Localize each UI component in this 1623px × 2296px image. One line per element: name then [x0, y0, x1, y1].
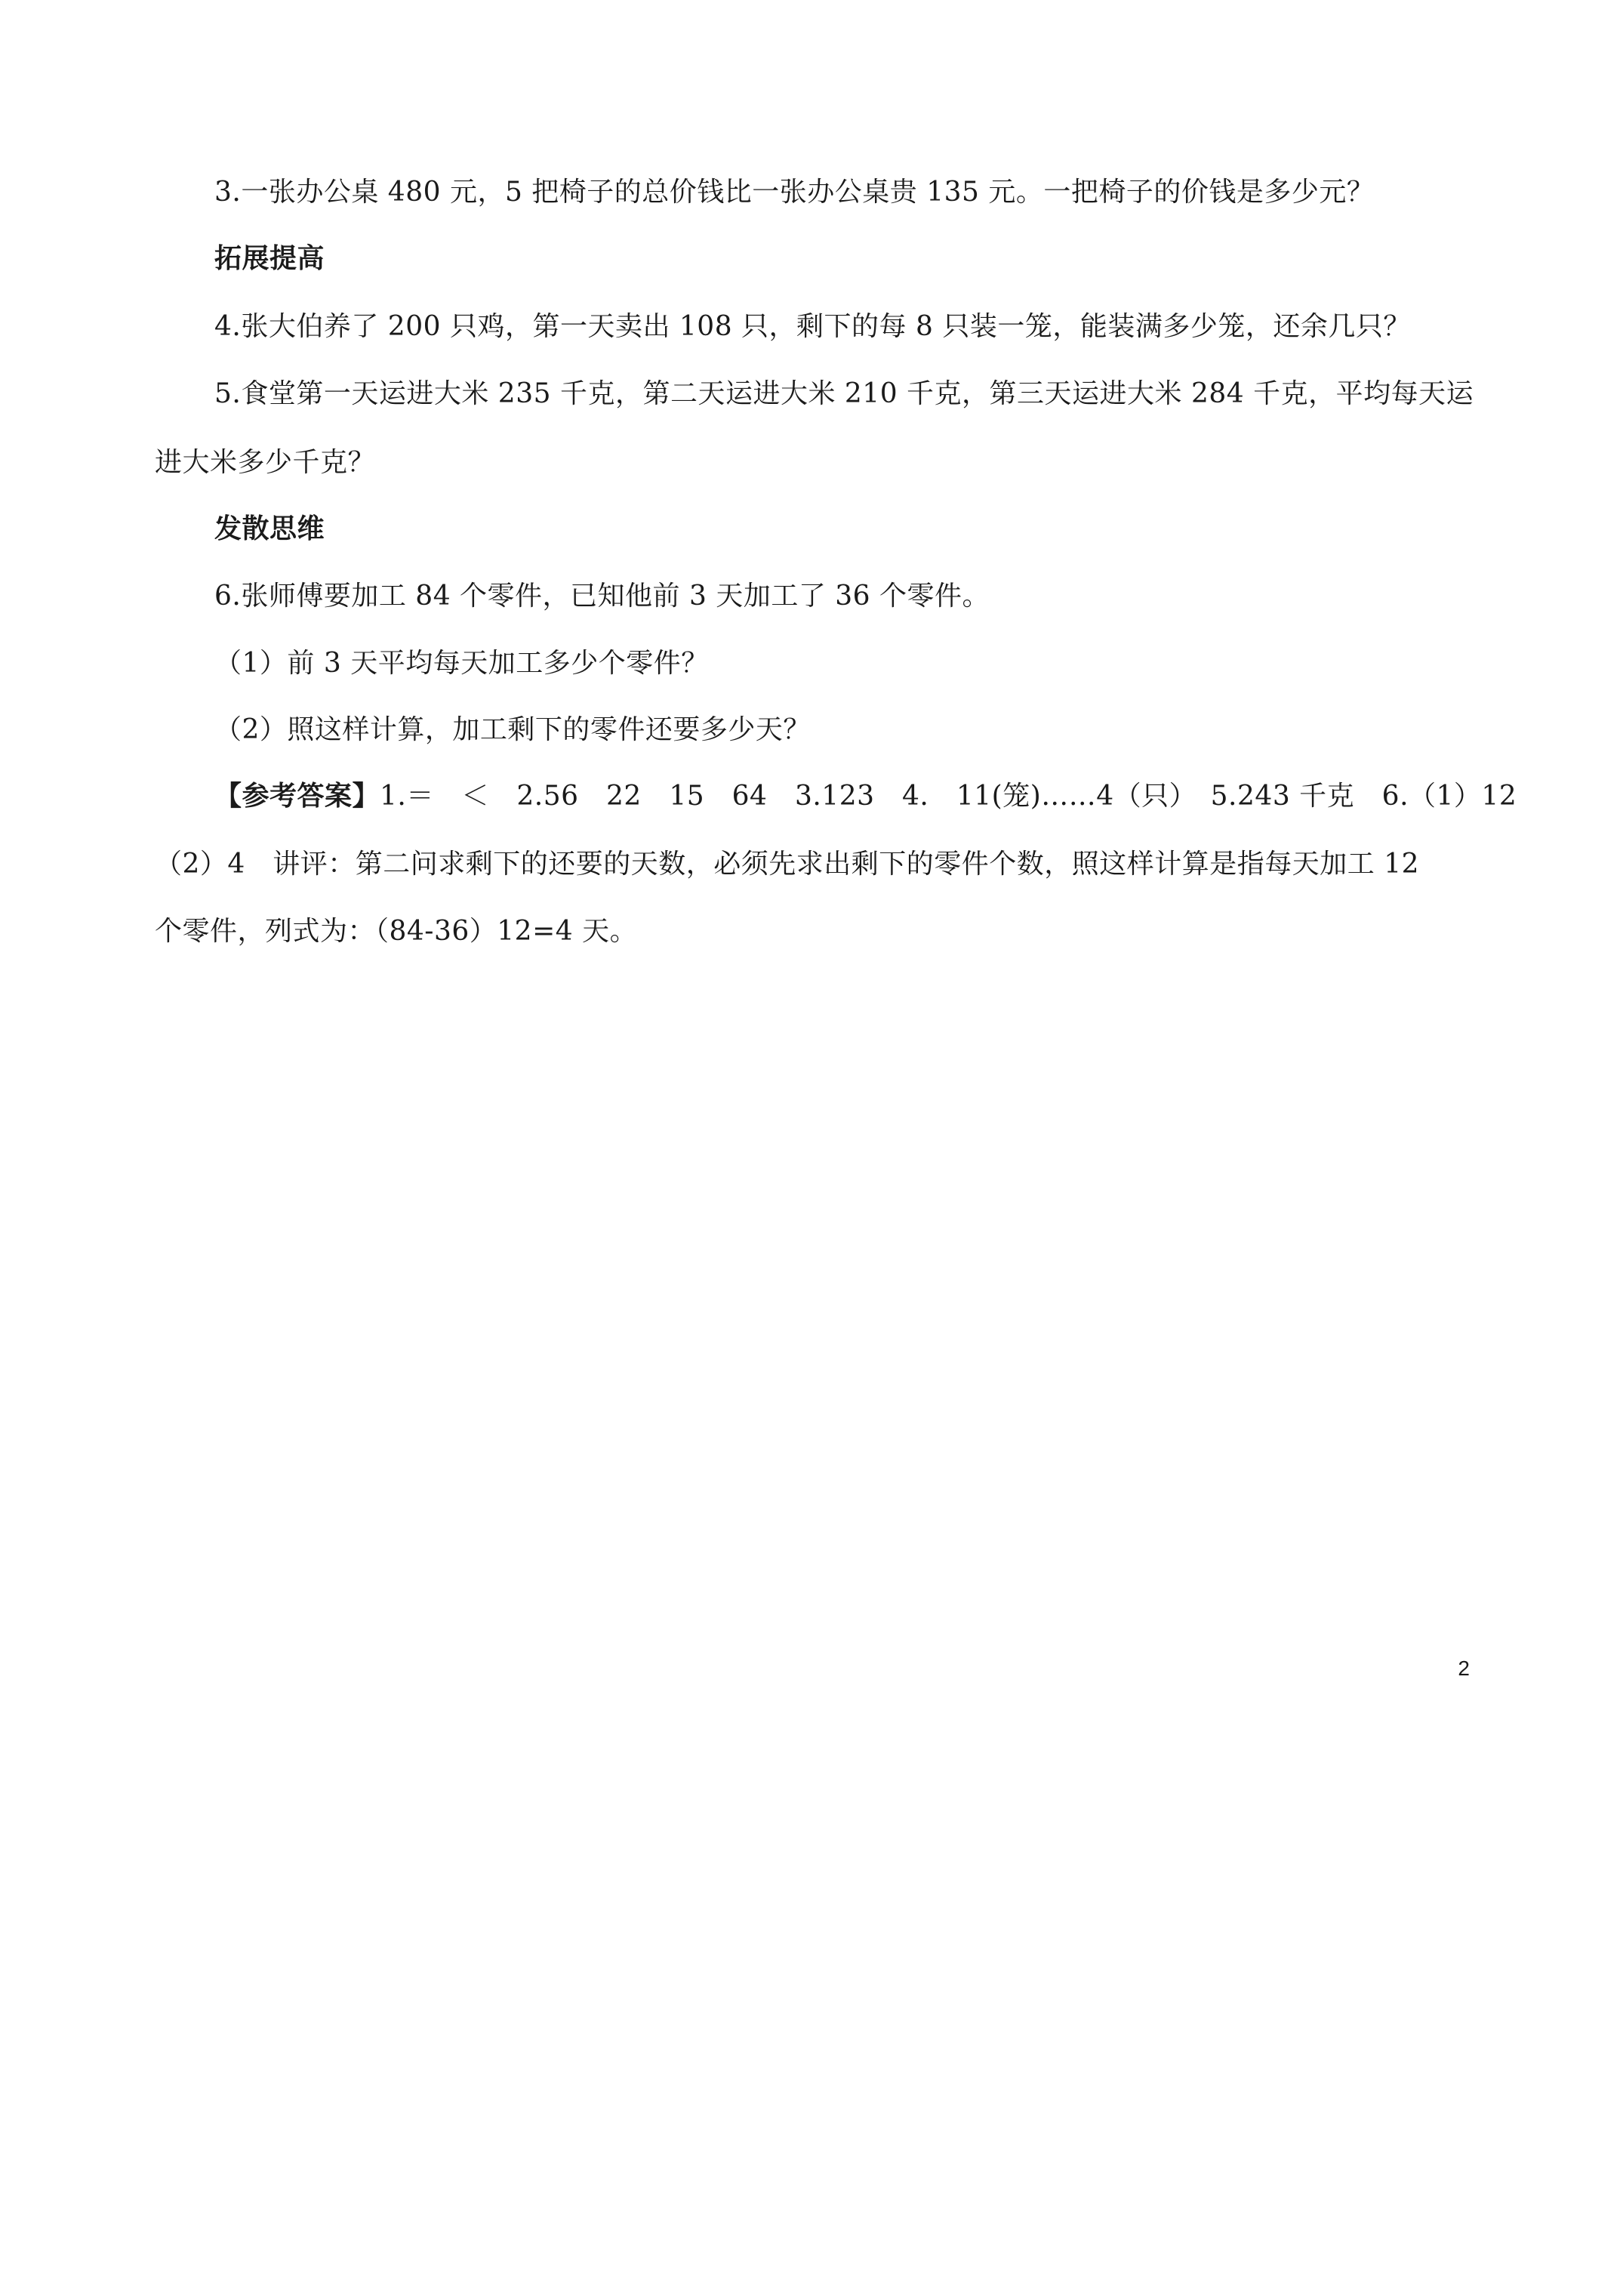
answer-line-3: 个零件，列式为：（84-36）12=4 天。: [155, 916, 638, 947]
question-6-part-2: （2）照这样计算，加工剩下的零件还要多少天？: [214, 714, 811, 745]
question-4: 4.张大伯养了 200 只鸡，第一天卖出 108 只，剩下的每 8 只装一笼，能装满多少笼，还余几只？: [214, 311, 1411, 342]
answer-line-1-text: 1.＝ ＜ 2.56 22 15 64 3.123 4. 11(笼)……4（只） 5.243 千克 6.（1）12: [380, 781, 1517, 812]
answer-line-2: （2）4 讲评：第二问求剩下的还要的天数，必须先求出剩下的零件个数，照这样计算是指每天加工 12: [155, 849, 1420, 880]
section-heading-extend: 拓展提高: [214, 242, 325, 274]
answer-label: 【参考答案】: [214, 780, 380, 812]
answer-line-1: [214, 778, 1517, 815]
question-6: 6.张师傅要加工 84 个零件，已知他前 3 天加工了 36 个零件。: [214, 581, 990, 612]
question-5-line-1: 5.食堂第一天运进大米 235 千克，第二天运进大米 210 千克，第三天运进大米 284 千克，平均每天运: [214, 378, 1474, 409]
question-5-line-2: 进大米多少千克？: [155, 447, 376, 478]
section-heading-divergent: 发散思维: [214, 513, 325, 544]
page-number: 2: [1458, 1657, 1470, 1680]
question-3: 3.一张办公桌 480 元，5 把椅子的总价钱比一张办公桌贵 135 元。一把椅子的价钱是多少元？: [214, 177, 1375, 208]
question-6-part-1: （1）前 3 天平均每天加工多少个零件？: [214, 648, 709, 679]
